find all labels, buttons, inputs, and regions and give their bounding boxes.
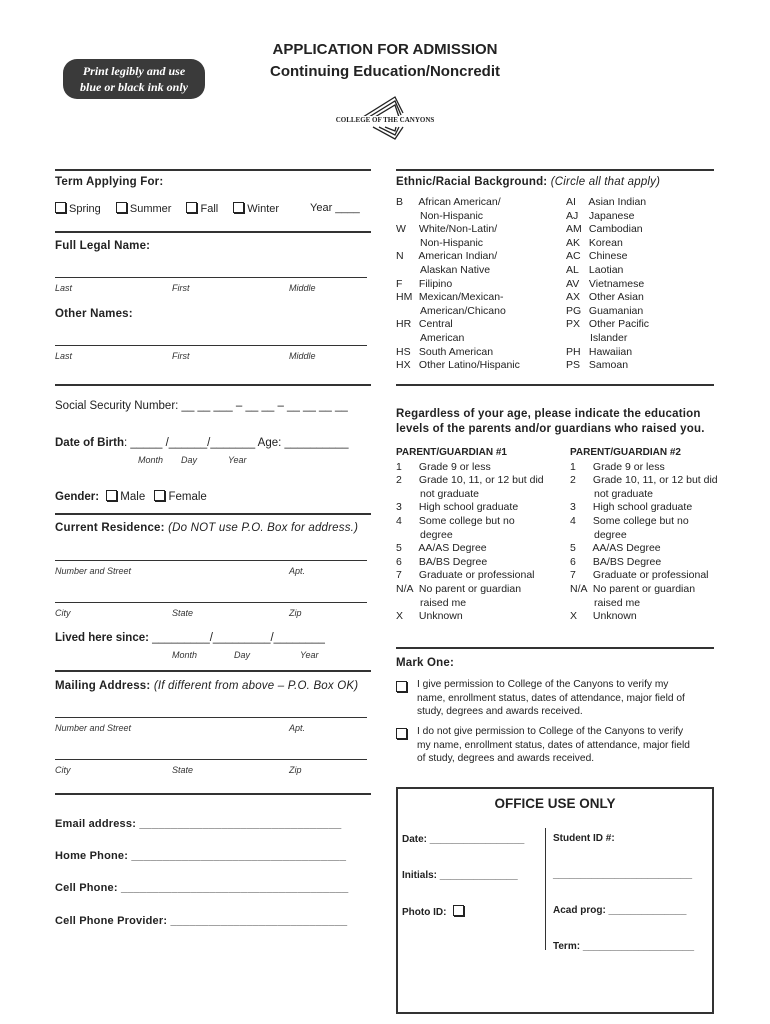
other-names-label: Other Names: [55, 308, 133, 320]
list-item[interactable]: 4 Some college but no [570, 514, 689, 527]
term-label: Term Applying For: [55, 176, 164, 188]
list-item-cont: raised me [594, 596, 641, 609]
list-item[interactable]: 6 BA/BS Degree [396, 555, 488, 568]
dob-blanks: : _____ /______/_______ Age: __________ [124, 437, 349, 449]
parent1-header: PARENT/GUARDIAN #1 [396, 447, 507, 458]
list-item[interactable]: N American Indian/ [396, 250, 498, 263]
mailing-note: (If different from above – P.O. Box OK) [153, 680, 359, 692]
list-item[interactable]: 4 Some college but no [396, 514, 515, 527]
college-logo-text: COLLEGE OF THE CANYONS [330, 116, 440, 125]
ethnic-note: (Circle all that apply) [550, 176, 661, 188]
list-item[interactable]: 5 AA/AS Degree [570, 542, 661, 555]
list-item[interactable]: 7 Graduate or professional [570, 569, 709, 582]
list-item[interactable]: 1 Grade 9 or less [570, 460, 665, 473]
list-item[interactable]: HX Other Latino/Hispanic [396, 359, 520, 372]
residence-zip-caption: Zip [289, 608, 302, 618]
list-item[interactable]: X Unknown [570, 610, 637, 623]
permission-yes-text: I give permission to College of the Canyons to verify my name, enrollment status, dates of attendance, major field of study, degrees and awards received. [417, 679, 685, 718]
mailing-state-caption: State [172, 765, 194, 775]
list-item[interactable]: B African American/ [396, 196, 501, 208]
office-date-field[interactable]: Date: _________________ [402, 834, 525, 845]
section-divider [396, 169, 714, 171]
list-item[interactable]: PS Samoan [566, 359, 629, 372]
office-photo-id-label: Photo ID: [402, 905, 467, 918]
list-item[interactable]: N/A No parent or guardian [570, 582, 696, 595]
cell-provider-field[interactable]: Cell Phone Provider: ____________________________ [55, 915, 348, 927]
gender-female-checkbox[interactable]: Female [154, 491, 206, 503]
section-divider [55, 231, 371, 233]
list-item[interactable]: PX Other Pacific [566, 318, 650, 331]
office-student-id-field[interactable]: _________________________ [553, 869, 693, 880]
ink-instruction-badge [63, 59, 205, 99]
dob-year-caption: Year [228, 455, 247, 465]
list-item-cont: not graduate [420, 487, 479, 500]
section-divider [55, 169, 371, 171]
office-divider [545, 828, 546, 950]
list-item[interactable]: F Filipino [396, 277, 453, 290]
dob-field[interactable] [55, 437, 348, 449]
lived-month-caption: Month [172, 650, 198, 660]
list-item[interactable]: 3 High school graduate [570, 501, 693, 514]
education-list-parent1 [396, 446, 544, 624]
office-use-box [396, 787, 714, 1014]
residence-note: (Do NOT use P.O. Box for address.) [168, 522, 359, 534]
mailing-zip-caption: Zip [289, 765, 302, 775]
badge-line-2: blue or black ink only [79, 80, 188, 94]
ethnic-list-right [566, 196, 649, 373]
list-item[interactable]: PH Hawaiian [566, 345, 633, 358]
education-list-parent2 [570, 446, 718, 624]
legal-middle-caption: Middle [289, 283, 316, 293]
office-photo-id-checkbox[interactable] [453, 905, 464, 916]
list-item[interactable]: N/A No parent or guardian [396, 582, 522, 595]
term-spring-checkbox[interactable]: Spring [55, 203, 101, 215]
permission-no-text: I do not give permission to College of the Canyons to verify my name, enrollment status, dates of attendance, major field of study, degrees and awards received. [417, 726, 690, 765]
form-title: APPLICATION FOR ADMISSION [272, 41, 498, 58]
lived-year-caption: Year [300, 650, 319, 660]
term-winter-checkbox[interactable]: Winter [233, 203, 279, 215]
residence-street-field[interactable] [55, 560, 367, 561]
gender-label: Gender: [55, 491, 100, 503]
list-item[interactable]: 5 AA/AS Degree [396, 542, 487, 555]
lived-here-label: Lived here since: [55, 632, 149, 644]
dob-day-caption: Day [181, 455, 198, 465]
section-divider [55, 384, 371, 386]
full-legal-name-field[interactable] [55, 277, 367, 278]
full-legal-name-label: Full Legal Name: [55, 240, 151, 252]
section-divider [396, 384, 714, 386]
term-summer-checkbox[interactable]: Summer [116, 203, 172, 215]
list-item[interactable]: PG Guamanian [566, 304, 644, 317]
residence-city-field[interactable] [55, 602, 367, 603]
list-item[interactable]: HM Mexican/Mexican- [396, 291, 504, 304]
term-options [55, 202, 279, 215]
list-item[interactable]: AV Vietnamese [566, 277, 645, 290]
office-acad-prog-field[interactable]: Acad prog: ______________ [553, 905, 687, 916]
mailing-city-caption: City [55, 765, 71, 775]
list-item-cont: degree [420, 528, 453, 541]
list-item[interactable]: AC Chinese [566, 250, 628, 263]
list-item[interactable]: HS South American [396, 345, 494, 358]
mailing-street-caption: Number and Street [55, 723, 132, 733]
list-item[interactable]: X Unknown [396, 610, 463, 623]
parent2-header: PARENT/GUARDIAN #2 [570, 447, 681, 458]
dob-month-caption: Month [138, 455, 164, 465]
cell-phone-field[interactable]: Cell Phone: ____________________________________ [55, 882, 349, 894]
mailing-street-field[interactable] [55, 717, 367, 718]
list-item[interactable]: AI Asian Indian [566, 196, 647, 208]
list-item-cont: American/Chicano [420, 304, 506, 317]
section-divider [396, 647, 714, 649]
lived-here-field[interactable]: Lived here since: _________/_________/________ [55, 632, 325, 644]
office-term-field[interactable]: Term: ____________________ [553, 941, 695, 952]
list-item[interactable]: HR Central [396, 318, 453, 331]
office-use-title: OFFICE USE ONLY [494, 796, 616, 811]
dob-label: Date of Birth [55, 437, 124, 449]
residence-apt-caption: Apt. [289, 566, 306, 576]
other-names-field[interactable] [55, 345, 367, 346]
lived-day-caption: Day [234, 650, 251, 660]
list-item[interactable]: 2 Grade 10, 11, or 12 but did [396, 474, 544, 487]
section-divider [55, 513, 371, 515]
other-last-caption: Last [55, 351, 73, 361]
ethnic-label: Ethnic/Racial Background: (Circle all that apply) [396, 176, 661, 188]
residence-street-caption: Number and Street [55, 566, 132, 576]
education-intro: Regardless of your age, please indicate the education levels of the parents and/or guardians who raised you. [396, 408, 705, 435]
residence-city-caption: City [55, 608, 71, 618]
list-item-cont: Non-Hispanic [420, 209, 484, 222]
list-item-cont: not graduate [594, 487, 653, 500]
legal-first-caption: First [172, 283, 190, 293]
form-subtitle: Continuing Education/Noncredit [270, 63, 500, 80]
email-field[interactable]: Email address: ________________________________ [55, 818, 342, 830]
office-initials-field[interactable]: Initials: ______________ [402, 870, 518, 881]
mailing-city-field[interactable] [55, 759, 367, 760]
list-item[interactable]: AM Cambodian [566, 223, 643, 236]
list-item-cont: Non-Hispanic [420, 236, 484, 249]
term-fall-checkbox[interactable]: Fall [186, 203, 218, 215]
list-item[interactable]: 3 High school graduate [396, 501, 519, 514]
section-divider [55, 793, 371, 795]
gender-male-checkbox[interactable]: Male [106, 491, 145, 503]
list-item[interactable]: 6 BA/BS Degree [570, 555, 662, 568]
list-item[interactable]: 1 Grade 9 or less [396, 460, 491, 473]
home-phone-field[interactable]: Home Phone: __________________________________ [55, 850, 347, 862]
badge-line-1: Print legibly and use [82, 64, 186, 78]
legal-last-caption: Last [55, 283, 73, 293]
term-year-field[interactable]: Year ____ [310, 202, 360, 214]
list-item[interactable]: AK Korean [566, 236, 623, 249]
list-item[interactable]: AL Laotian [566, 263, 624, 276]
permission-no-checkbox[interactable] [396, 728, 410, 741]
list-item[interactable]: AJ Japanese [566, 209, 635, 222]
residence-label: Current Residence: (Do NOT use P.O. Box for address.) [55, 522, 359, 534]
list-item-cont: American [420, 331, 465, 344]
list-item[interactable]: 7 Graduate or professional [396, 569, 535, 582]
section-divider [55, 670, 371, 672]
mark-one-label: Mark One: [396, 657, 455, 669]
list-item-cont: Alaskan Native [420, 263, 491, 276]
list-item[interactable]: AX Other Asian [566, 291, 644, 304]
ethnic-list-left [396, 196, 520, 373]
ssn-field[interactable]: Social Security Number: __ __ ___ – __ __ – __ __ __ __ [55, 400, 348, 412]
residence-state-caption: State [172, 608, 194, 618]
office-student-id-label: Student ID #: [553, 833, 615, 844]
permission-yes-checkbox[interactable] [396, 681, 410, 694]
mailing-label: Mailing Address: (If different from above – P.O. Box OK) [55, 680, 359, 692]
other-first-caption: First [172, 351, 190, 361]
list-item-cont: degree [594, 528, 627, 541]
other-middle-caption: Middle [289, 351, 316, 361]
gender-row [55, 490, 207, 503]
list-item-cont: Islander [590, 331, 628, 344]
list-item[interactable]: W White/Non-Latin/ [396, 223, 498, 236]
list-item-cont: raised me [420, 596, 467, 609]
mailing-apt-caption: Apt. [289, 723, 306, 733]
list-item[interactable]: 2 Grade 10, 11, or 12 but did [570, 474, 718, 487]
